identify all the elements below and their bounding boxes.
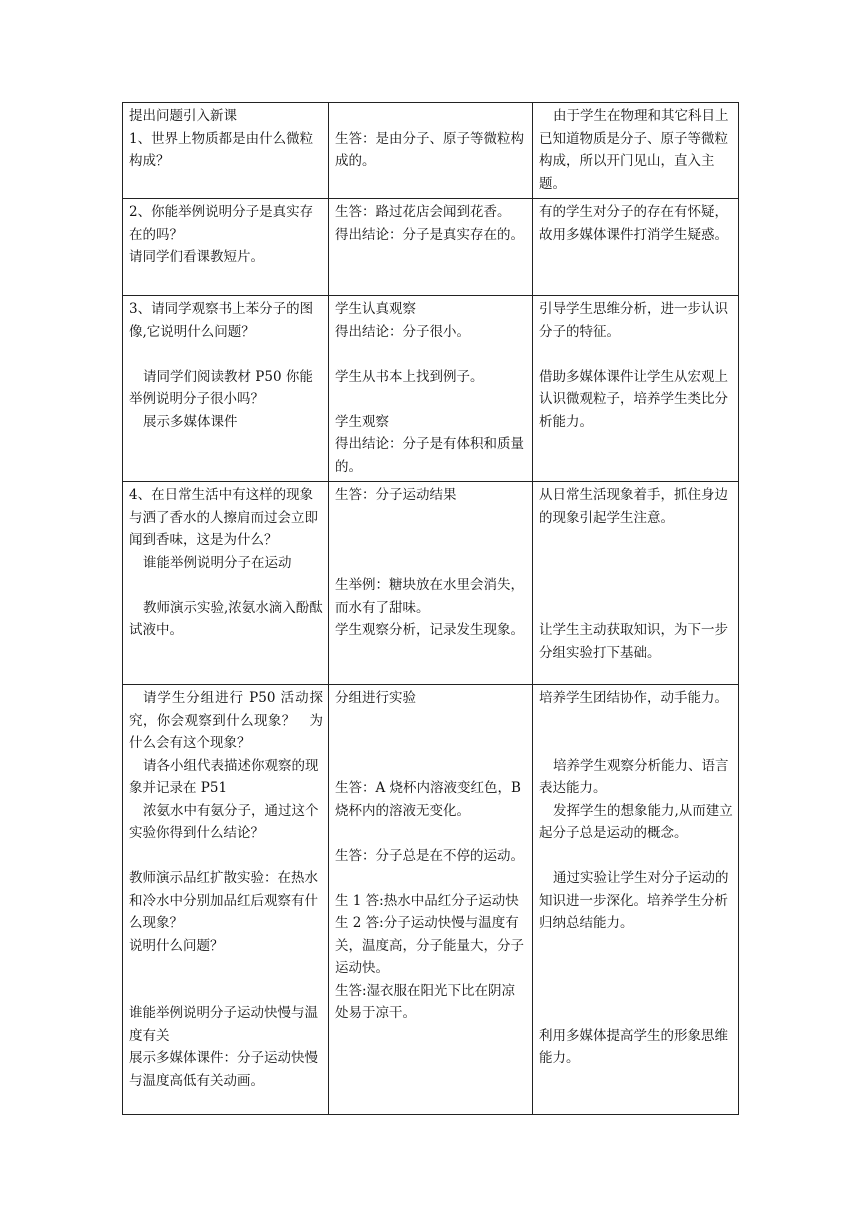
- cell-text: 学生认真观察: [335, 301, 416, 317]
- table-row: [123, 482, 739, 685]
- cell-text: 谁能举例说明分子运动快慢与温度有关: [129, 1005, 318, 1044]
- cell-text: 4、在日常生活中有这样的现象与洒了香水的人擦肩而过会立即闻到香味，这是为什么？: [129, 487, 318, 548]
- student-activity-cell: [329, 482, 533, 685]
- cell-text: 展示多媒体课件: [143, 413, 238, 430]
- design-intent-cell: [533, 103, 739, 199]
- cell-text: 生答：路过花店会闻到花香。: [335, 204, 511, 220]
- cell-text: 通过实验让学生对分子运动的知识进一步深化。培养学生分析归纳总结能力。: [539, 870, 729, 931]
- table-row: [123, 296, 739, 482]
- cell-text: 2、你能举例说明分子是真实存在的吗？: [129, 204, 314, 243]
- teacher-activity-cell: [123, 199, 329, 296]
- teacher-activity-cell: [123, 296, 329, 482]
- design-intent-cell: [533, 296, 739, 482]
- design-intent-cell: [533, 482, 739, 685]
- design-intent-cell: [533, 685, 739, 1115]
- student-activity-cell: [329, 685, 533, 1115]
- cell-text: 得出结论：分子是有体积和质量的。: [335, 436, 524, 475]
- student-activity-cell: [329, 103, 533, 199]
- cell-text: 展示多媒体课件：分子运动快慢与温度高低有关动画。: [129, 1050, 318, 1089]
- teacher-activity-cell: [123, 482, 329, 685]
- student-activity-cell: [329, 199, 533, 296]
- cell-text: 发挥学生的想象能力,从而建立起分子总是运动的概念。: [539, 802, 733, 841]
- table-row: [123, 103, 739, 199]
- table-row: [123, 199, 739, 296]
- cell-text: 浓氨水中有氨分子，通过这个实验你得到什么结论？: [129, 802, 319, 841]
- cell-text: 教师演示品红扩散实验：在热水和冷水中分别加品红后观察有什么现象？: [129, 870, 318, 931]
- cell-text: 生答:湿衣服在阳光下比在阴凉处易于凉干。: [335, 982, 516, 1021]
- cell-text: 从日常生活现象着手，抓住身边的现象引起学生注意。: [539, 487, 728, 526]
- cell-text: 说明什么问题？: [129, 937, 224, 954]
- cell-text: 利用多媒体提高学生的形象思维能力。: [539, 1027, 728, 1066]
- cell-text: 由于学生在物理和其它科目上已知道物质是分子、原子等微粒构成，所以开门见山，直入主题。: [539, 108, 729, 192]
- cell-text: 分组进行实验: [335, 690, 416, 706]
- design-intent-cell: [533, 199, 739, 296]
- cell-text: 得出结论：分子很小。: [335, 323, 470, 340]
- cell-text: 引导学生思维分析，进一步认识分子的特征。: [539, 301, 728, 340]
- cell-text: 培养学生观察分析能力、语言表达能力。: [539, 757, 729, 796]
- cell-text: 请各小组代表描述你观察的现象并记录在 P51: [129, 757, 319, 796]
- cell-text: 请学生分组进行 P50 活动探究，你会观察到什么现象？ 为什么会有这个现象？: [129, 690, 323, 751]
- teacher-activity-cell: [123, 103, 329, 199]
- cell-text: 生 1 答:热水中品红分子运动快: [335, 892, 519, 909]
- cell-text: 请同学们阅读教材 P50 你能举例说明分子很小吗？: [129, 368, 313, 407]
- cell-text: 生答：分子运动结果: [335, 487, 457, 503]
- cell-text: 提出问题引入新课: [129, 108, 237, 124]
- cell-text: 生举例：糖块放在水里会消失，而水有了甜味。: [335, 577, 524, 616]
- cell-text: 请同学们看课教短片。: [129, 249, 264, 265]
- cell-text: 让学生主动获取知识，为下一步分组实验打下基础。: [539, 622, 728, 661]
- cell-text: 培养学生团结协作，动手能力。: [539, 690, 728, 706]
- cell-text: 有的学生对分子的存在有怀疑，故用多媒体课件打消学生疑惑。: [539, 204, 728, 243]
- cell-text: 学生观察: [335, 413, 389, 430]
- teacher-activity-cell: [123, 685, 329, 1115]
- cell-text: 3、请同学观察书上苯分子的图像,它说明什么问题？: [129, 301, 314, 340]
- cell-text: 生答：分子总是在不停的运动。: [335, 847, 524, 864]
- student-activity-cell: [329, 296, 533, 482]
- lesson-plan-table: [122, 102, 739, 1115]
- cell-text: 得出结论：分子是真实存在的。: [335, 226, 524, 243]
- cell-text: 教师演示实验,浓氨水滴入酚酞试液中。: [129, 599, 323, 638]
- cell-text: 生答：A 烧杯内溶液变红色，B 烧杯内的溶液无变化。: [335, 780, 521, 819]
- cell-text: 学生观察分析，记录发生现象。: [335, 622, 524, 638]
- cell-text: 1、世界上物质都是由什么微粒构成？: [129, 130, 314, 169]
- table-row: [123, 685, 739, 1115]
- cell-text: 学生从书本上找到例子。: [335, 368, 484, 385]
- cell-text: 生 2 答:分子运动快慢与温度有关，温度高，分子能量大，分子运动快。: [335, 915, 524, 976]
- cell-text: 借助多媒体课件让学生从宏观上认识微观粒子，培养学生类比分析能力。: [539, 368, 728, 430]
- cell-text: 谁能举例说明分子在运动: [143, 554, 292, 571]
- cell-text: 生答：是由分子、原子等微粒构成的。: [335, 130, 524, 169]
